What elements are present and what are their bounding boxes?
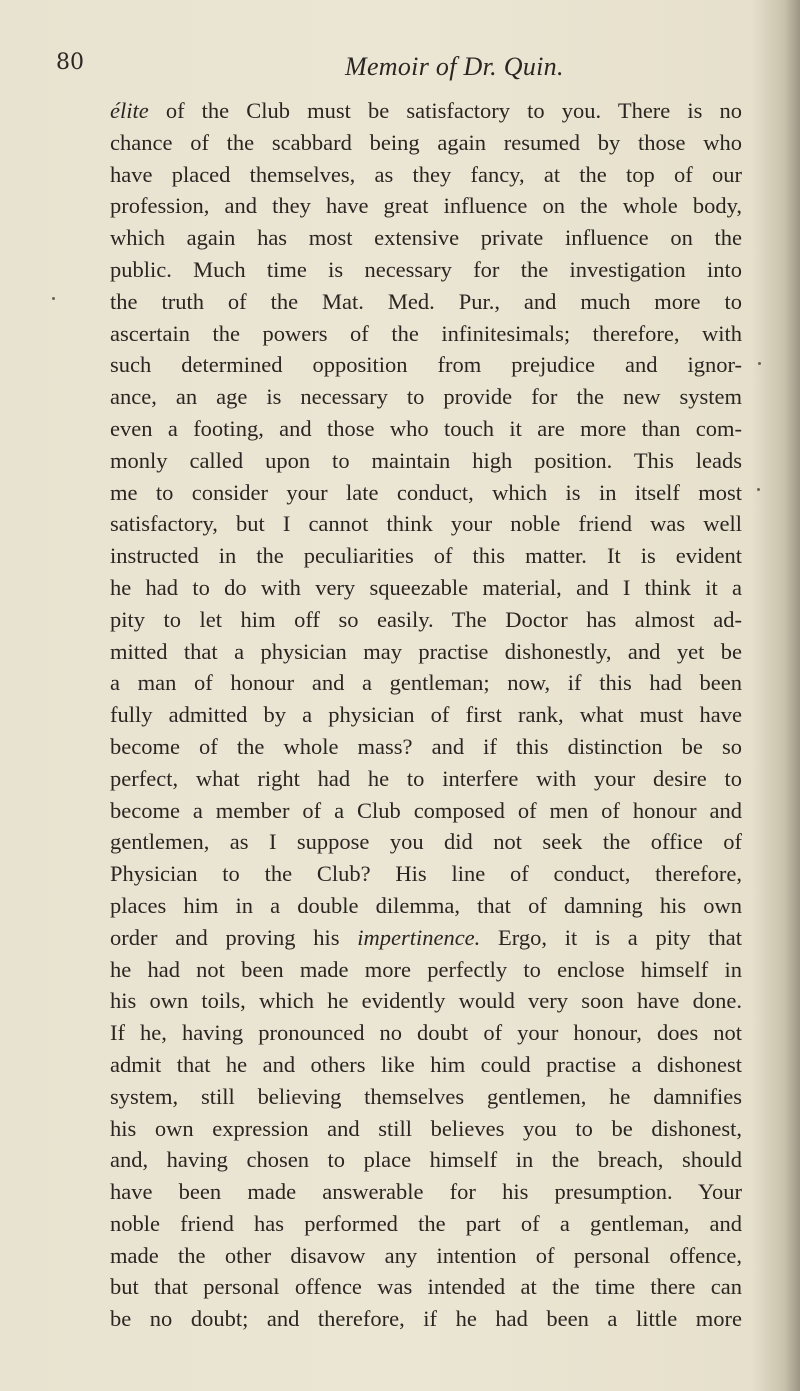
text-segment: made the other disavow any intention of personal offence, xyxy=(110,1242,742,1268)
text-segment: chance of the scabbard being again resumed by those who xyxy=(110,129,742,155)
text-segment: me to consider your late conduct, which is in itself most xyxy=(110,479,742,505)
text-line xyxy=(110,1271,742,1303)
text-line xyxy=(110,890,742,922)
text-line xyxy=(110,1176,742,1208)
text-line xyxy=(110,159,742,191)
text-segment: ascertain the powers of the infinitesimals; therefore, with xyxy=(110,320,742,346)
text-segment: of the Club must be satisfactory to you. There is no xyxy=(148,98,742,123)
text-segment: a man of honour and a gentleman; now, if this had been xyxy=(110,670,742,696)
text-line xyxy=(110,795,742,827)
text-segment: mitted that a physician may practise dishonestly, and yet be xyxy=(110,638,742,664)
italic-segment: impertinence. xyxy=(357,924,481,950)
text-line xyxy=(110,636,742,668)
text-segment: noble friend has performed the part of a gentleman, and xyxy=(110,1210,742,1236)
text-line xyxy=(110,540,742,572)
text-segment: the truth of the Mat. Med. Pur., and much more to xyxy=(110,288,742,314)
text-segment: he had not been made more perfectly to enclose himself in xyxy=(110,956,742,982)
text-line xyxy=(110,922,742,954)
text-segment: system, still believing themselves gentlemen, he damnifies xyxy=(110,1083,742,1109)
italic-segment: élite xyxy=(110,98,149,123)
text-segment: have placed themselves, as they fancy, at the top of our xyxy=(110,161,742,187)
text-segment: monly called upon to maintain high position. This leads xyxy=(110,447,742,473)
text-segment: his own toils, which he evidently would very soon have done. xyxy=(110,988,742,1014)
text-segment: admit that he and others like him could practise a dishonest xyxy=(110,1051,742,1077)
text-segment: be no doubt; and therefore, if he had been a little more xyxy=(110,1306,742,1332)
page-number: 80 xyxy=(56,50,84,75)
text-segment: public. Much time is necessary for the investigation into xyxy=(110,256,742,282)
text-line xyxy=(110,1017,742,1049)
text-line xyxy=(110,1049,742,1081)
text-line xyxy=(110,381,742,413)
text-segment: he had to do with very squeezable material, and I think it a xyxy=(110,574,742,600)
text-line xyxy=(110,413,742,445)
text-segment: gentlemen, as I suppose you did not seek the office of xyxy=(110,829,742,855)
text-segment: and, having chosen to place himself in the breach, should xyxy=(110,1147,742,1173)
body-text xyxy=(110,95,742,1335)
text-segment: profession, and they have great influence on the whole body, xyxy=(110,193,742,219)
text-line xyxy=(110,190,742,222)
text-line xyxy=(110,826,742,858)
text-segment: but that personal offence was intended at the time there can xyxy=(110,1274,742,1300)
text-segment: order and proving his xyxy=(110,924,358,950)
text-line xyxy=(110,445,742,477)
margin-speck xyxy=(52,297,55,300)
text-segment: have been made answerable for his presumption. Your xyxy=(110,1179,742,1205)
text-line xyxy=(110,1208,742,1240)
text-line xyxy=(110,731,742,763)
text-line xyxy=(110,349,742,381)
text-segment: perfect, what right had he to interfere with your desire to xyxy=(110,765,742,791)
text-segment: Ergo, it is a pity that xyxy=(480,924,742,950)
text-segment: satisfactory, but I cannot think your noble friend was well xyxy=(110,511,742,537)
text-line xyxy=(110,1081,742,1113)
text-line xyxy=(110,127,742,159)
text-line xyxy=(110,254,742,286)
text-segment: his own expression and still believes you to be dishonest, xyxy=(110,1115,742,1141)
running-title: Memoir of Dr. Quin. xyxy=(345,52,564,81)
text-line xyxy=(110,954,742,986)
text-line xyxy=(110,1303,742,1335)
text-segment: ance, an age is necessary to provide for the new system xyxy=(110,384,742,410)
text-line xyxy=(110,699,742,731)
text-line xyxy=(110,1240,742,1272)
text-line xyxy=(110,604,742,636)
text-line xyxy=(110,858,742,890)
text-line xyxy=(110,286,742,318)
text-segment: become a member of a Club composed of men of honour and xyxy=(110,797,742,823)
text-line xyxy=(110,477,742,509)
text-line xyxy=(110,1144,742,1176)
text-line xyxy=(110,95,742,127)
text-segment: even a footing, and those who touch it are more than com- xyxy=(110,415,742,441)
text-line xyxy=(110,985,742,1017)
text-segment: which again has most extensive private influence on the xyxy=(110,225,742,251)
text-line xyxy=(110,572,742,604)
text-segment: places him in a double dilemma, that of damning his own xyxy=(110,892,742,918)
text-segment: such determined opposition from prejudice and ignor- xyxy=(110,352,742,378)
margin-speck xyxy=(757,488,760,491)
text-line xyxy=(110,667,742,699)
text-line xyxy=(110,1113,742,1145)
text-segment: fully admitted by a physician of first rank, what must have xyxy=(110,702,742,728)
margin-speck xyxy=(758,362,761,365)
text-segment: pity to let him off so easily. The Doctor has almost ad- xyxy=(110,606,742,632)
text-line xyxy=(110,318,742,350)
text-line xyxy=(110,222,742,254)
text-line xyxy=(110,763,742,795)
text-segment: instructed in the peculiarities of this matter. It is evident xyxy=(110,543,742,569)
text-segment: become of the whole mass? and if this distinction be so xyxy=(110,733,742,759)
text-segment: If he, having pronounced no doubt of your honour, does not xyxy=(110,1020,742,1046)
text-segment: Physician to the Club? His line of conduct, therefore, xyxy=(110,861,742,887)
text-line xyxy=(110,508,742,540)
